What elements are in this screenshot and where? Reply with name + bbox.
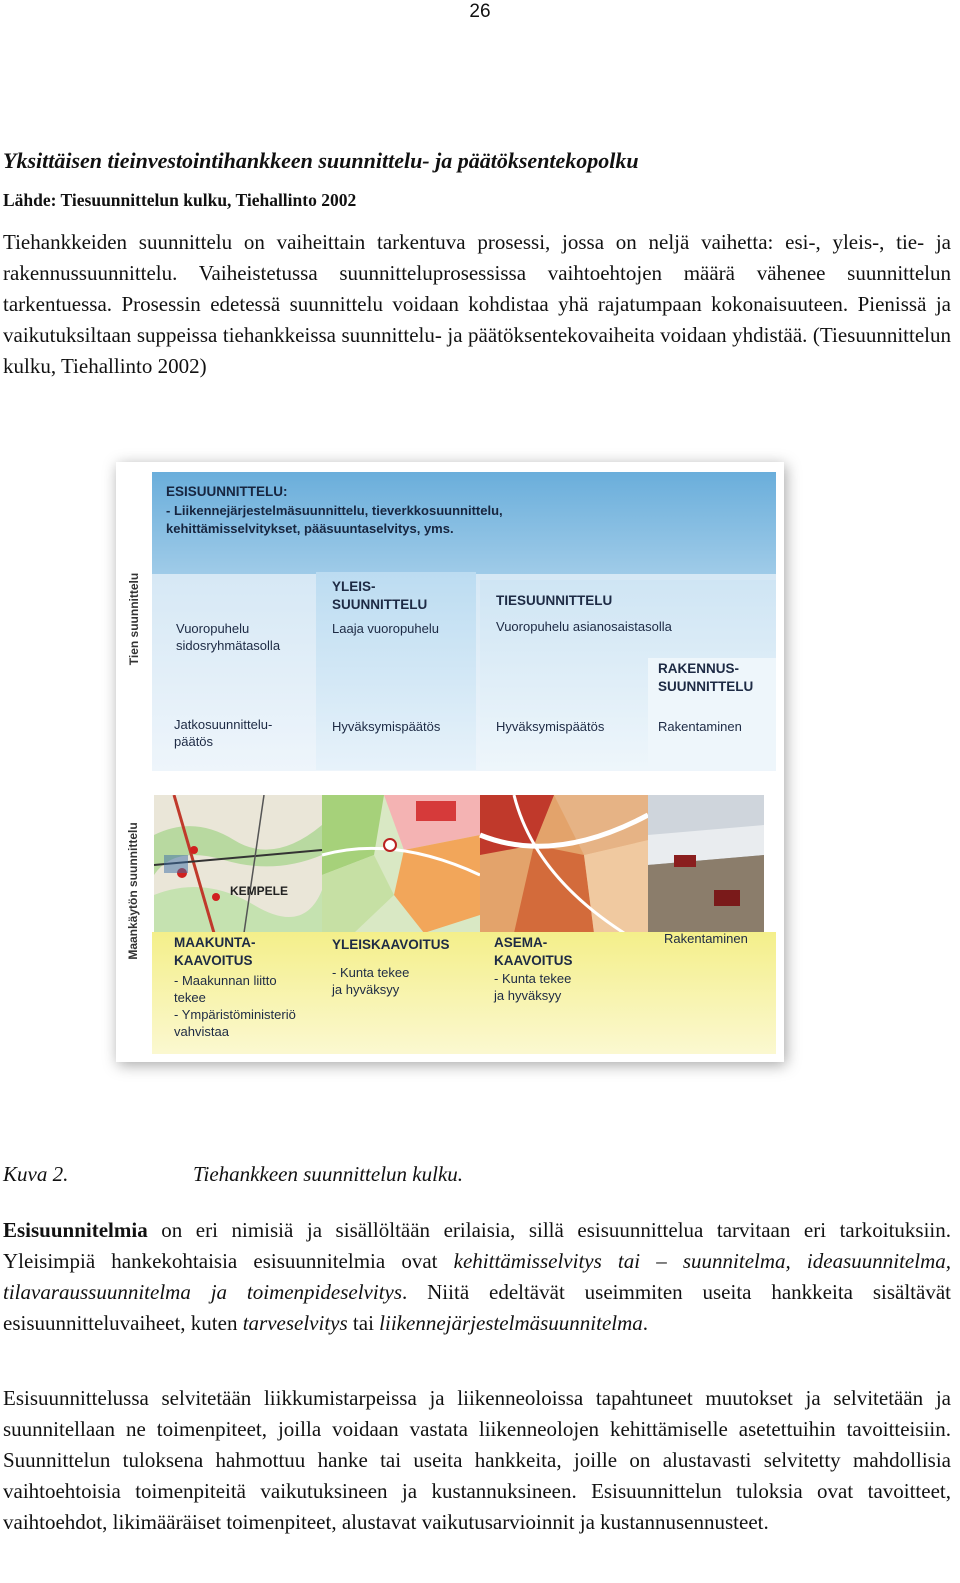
asemakaavoitus-desc: - Kunta tekee ja hyväksyy: [494, 971, 572, 1003]
caption-number: Kuva 2.: [3, 1162, 69, 1186]
rakennussuunnittelu-decision: Rakentaminen: [658, 719, 742, 734]
yleissuunnittelu-desc: Laaja vuoropuhelu: [332, 621, 439, 636]
side-label-land-use-planning: Maankäytön suunnittelu: [126, 822, 140, 960]
side-label-road-planning: Tien suunnittelu: [127, 572, 141, 666]
map-photo-strip: [154, 795, 764, 933]
left-col-dialogue: Vuoropuhelu sidosryhmätasolla: [176, 621, 281, 653]
tiesuunnittelu-desc: Vuoropuhelu asianosaistasolla: [496, 619, 672, 634]
p2-text-4: .: [642, 1311, 649, 1335]
p2-italic-2: tarveselvitys: [242, 1311, 348, 1335]
p2-text-1: on eri nimisiä ja sisällöltään erilaisia, sillä esisuunnittelua tarvitaan eri tarkoituksiin. Yleisimpiä hankekohtaisia esisuunnitelmia ovat: [3, 1218, 951, 1273]
maakuntakaavoitus-title: MAAKUNTA- KAAVOITUS: [174, 935, 256, 968]
source-line: Lähde: Tiesuunnittelun kulku, Tiehallinto 2002: [3, 190, 357, 210]
esisuunnittelu-desc: - Liikennejärjestelmäsuunnittelu, tieverkkosuunnittelu, kehittämisselvitykset, pääsuuntaselvitys, yms.: [166, 503, 503, 536]
left-col-decision: Jatkosuunnittelu- päätös: [174, 717, 273, 749]
maakuntakaavoitus-desc: - Maakunnan liitto tekee - Ympäristöministeriö vahvistaa: [174, 973, 296, 1039]
rakennussuunnittelu-title: RAKENNUS- SUUNNITTELU: [658, 661, 754, 694]
paragraph-esisuunnittelussa: Esisuunnittelussa selvitetään liikkumistarpeissa ja liikenneoloissa tapahtuneet muutokset ja selvitetään ja suunnitellaan ne toimenpiteet, joilla voidaan vastata liikenneolojen kehittämiselle asetettuihin tavoitteisiin. Suunnittelun tuloksena hahmottuu hanke tai useita hankkeita, joille on alustavasti selvitetty mahdollisia vaihtoehtoisia toimenpiteitä vaikutuksineen ja kustannuksineen. Esisuunnittelun tuloksia ovat tavoitteet, vaihtoehdot, likimääräiset toimenpiteet, alustavat vaikutusarvioinnit ja kustannusennusteet.: [3, 1386, 951, 1534]
map-town-label: KEMPELE: [230, 884, 289, 898]
term-esisuunnitelmia: Esisuunnitelmia: [3, 1218, 148, 1242]
p2-text-2: . Niitä edeltävät useimmiten useita hankkeita sisältävät esisuunnitteluvaiheet, kuten: [3, 1280, 951, 1335]
yleiskaavoitus-title: YLEISKAAVOITUS: [332, 937, 450, 952]
p2-text-3: tai: [347, 1311, 380, 1335]
tiesuunnittelu-title: TIESUUNNITTELU: [496, 593, 613, 608]
tiesuunnittelu-decision: Hyväksymispäätös: [496, 719, 605, 734]
paragraph-intro: Tiehankkeiden suunnittelu on vaiheittain tarkentuva prosessi, jossa on neljä vaihetta: esi-, yleis-, tie- ja rakennussuunnittelu. Vaiheistetussa suunnitteluprosessissa vaihtoehtojen määrä vähenee suunnittelun tarkentuessa. Prosessin edetessä suunnittelu voidaan kohdistaa yhä rajatumpaan kokonaisuuteen. Pienissä ja vaikutuksiltaan suppeissa tiehankkeissa suunnittelu- ja päätöksentekovaiheita voidaan yhdistää. (Tiesuunnittelun kulku, Tiehallinto 2002): [3, 230, 951, 378]
esisuunnittelu-title: ESISUUNNITTELU:: [166, 484, 288, 499]
planning-process-figure: [116, 462, 784, 1062]
yleissuunnittelu-decision: Hyväksymispäätös: [332, 719, 441, 734]
caption-text: Tiehankkeen suunnittelun kulku.: [193, 1162, 464, 1186]
p2-italic-3: liikennejärjestelmäsuunnitelma: [379, 1311, 643, 1335]
rakentaminen-label: Rakentaminen: [664, 931, 748, 946]
page-number: 26: [469, 1, 491, 22]
yleissuunnittelu-title: YLEIS- SUUNNITTELU: [332, 579, 428, 612]
asemakaavoitus-title: ASEMA- KAAVOITUS: [494, 935, 573, 968]
yleiskaavoitus-desc: - Kunta tekee ja hyväksyy: [332, 965, 410, 997]
section-heading: Yksittäisen tieinvestointihankkeen suunnittelu- ja päätöksentekopolku: [3, 148, 639, 173]
p2-italic-1: kehittämisselvitys tai – suunnitelma, ideasuunnitelma, tilavaraussuunnitelma ja toimenpideselvitys: [3, 1249, 951, 1304]
paragraph-esisuunnitelmia: [3, 1215, 951, 1339]
